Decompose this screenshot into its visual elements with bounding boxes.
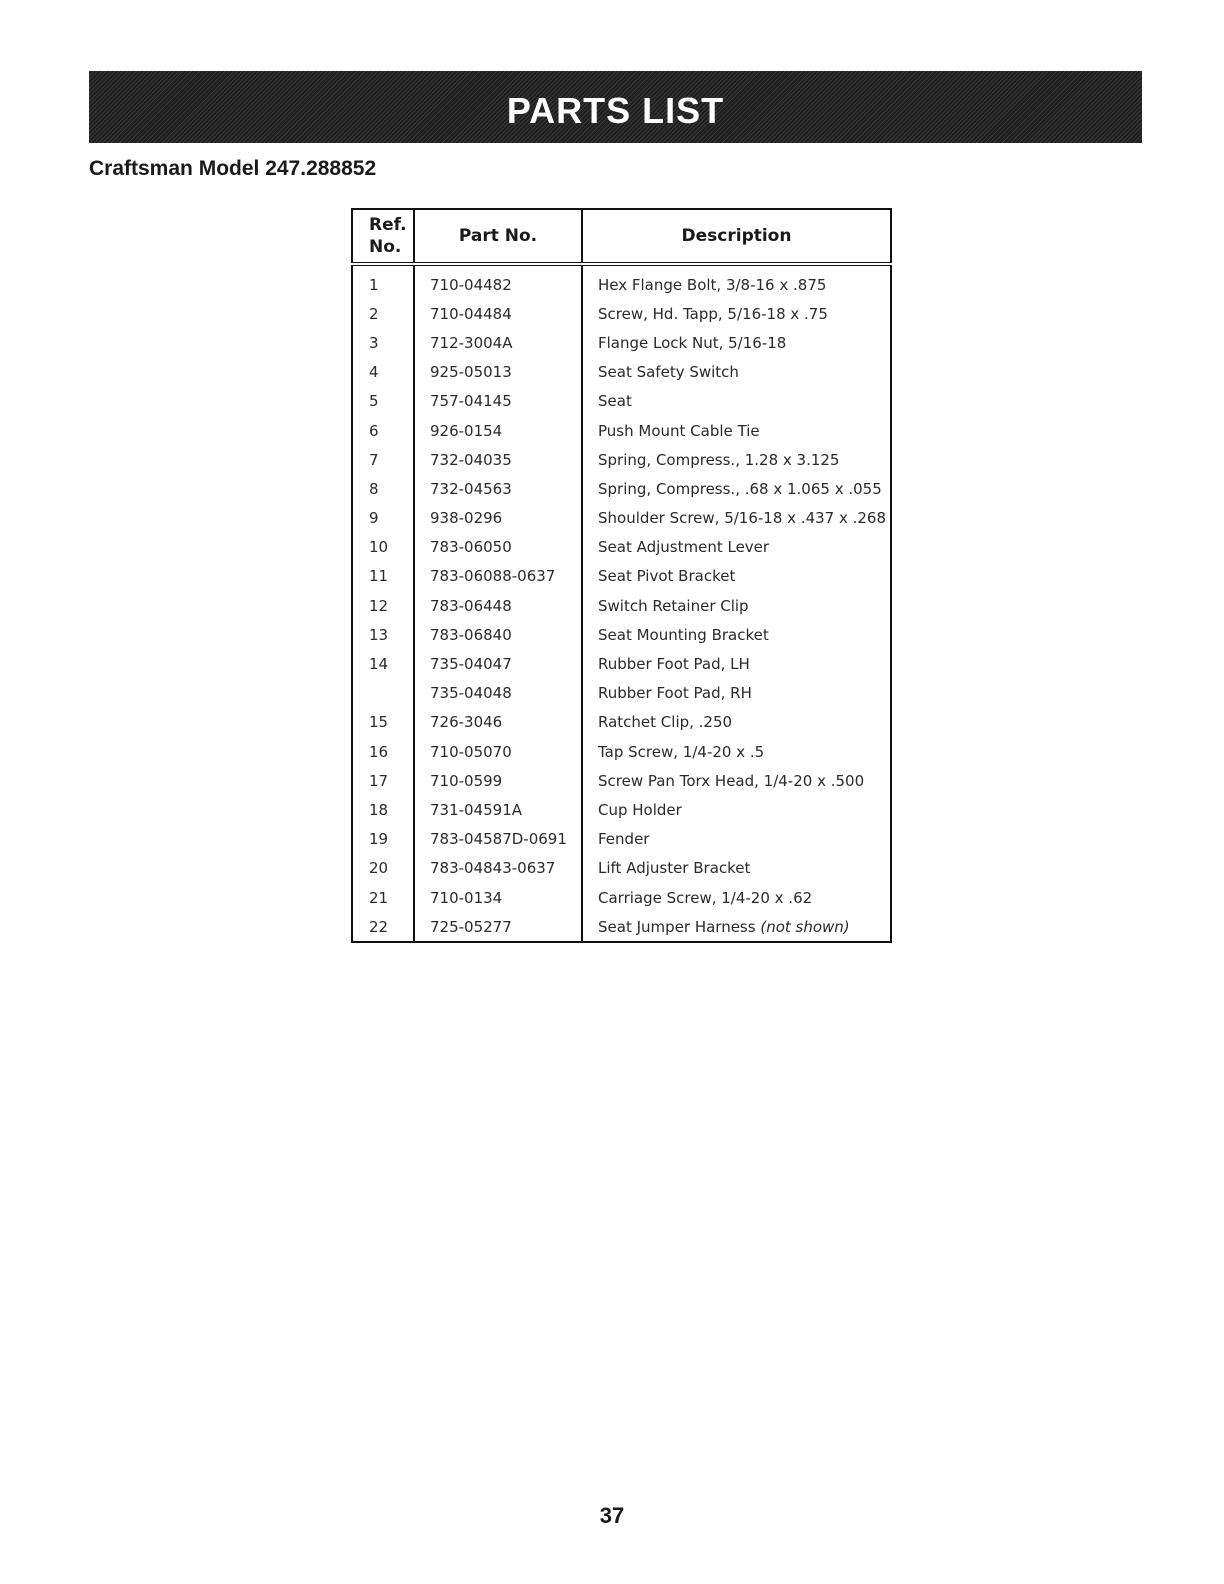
cell-ref-no: 17 <box>369 771 389 790</box>
cell-part-no: 783-06448 <box>414 591 582 620</box>
cell-description <box>582 358 891 387</box>
description-text: Push Mount Cable Tie <box>598 421 760 440</box>
table-row <box>352 474 891 503</box>
cell-ref-no: 15 <box>369 713 389 732</box>
parts-list-banner <box>89 71 1142 143</box>
description-text: Spring, Compress., .68 x 1.065 x .055 <box>598 479 882 498</box>
description-text: Seat Adjustment Lever <box>598 538 770 557</box>
description-text: Rubber Foot Pad, LH <box>598 655 750 674</box>
cell-part-no: 710-0134 <box>414 883 582 912</box>
cell-description <box>582 649 891 678</box>
table-row <box>352 328 891 357</box>
table-row <box>352 416 891 445</box>
cell-part-no: 783-04587D-0691 <box>414 825 582 854</box>
description-text: Seat <box>598 392 632 411</box>
cell-ref-no: 12 <box>369 596 389 615</box>
cell-part-no: 732-04563 <box>414 474 582 503</box>
cell-ref-no: 4 <box>369 363 379 382</box>
cell-ref-no: 13 <box>369 625 389 644</box>
header-description: Description <box>582 209 891 264</box>
cell-description <box>582 795 891 824</box>
table-row <box>352 533 891 562</box>
cell-description <box>582 620 891 649</box>
description-text: Hex Flange Bolt, 3/8-16 x .875 <box>598 275 827 294</box>
cell-description <box>582 504 891 533</box>
table-row <box>352 299 891 328</box>
table-row <box>352 766 891 795</box>
model-heading: Craftsman Model 247.288852 <box>89 157 377 180</box>
table-row <box>352 708 891 737</box>
table-header-row <box>352 209 891 264</box>
table-row <box>352 649 891 678</box>
cell-part-no: 712-3004A <box>414 328 582 357</box>
table-row <box>352 562 891 591</box>
cell-description <box>582 387 891 416</box>
cell-part-no: 710-04482 <box>414 264 582 299</box>
table-row <box>352 883 891 912</box>
cell-ref-no: 6 <box>369 421 379 440</box>
table-row <box>352 445 891 474</box>
header-ref-no <box>352 209 414 264</box>
cell-ref-no: 1 <box>369 275 379 294</box>
cell-ref-no: 3 <box>369 333 379 352</box>
cell-part-no: 783-06050 <box>414 533 582 562</box>
cell-part-no: 783-06088-0637 <box>414 562 582 591</box>
table-row <box>352 387 891 416</box>
description-text: Switch Retainer Clip <box>598 596 749 615</box>
cell-description <box>582 883 891 912</box>
cell-description <box>582 591 891 620</box>
cell-ref-no: 16 <box>369 742 389 761</box>
header-ref-line1: Ref. <box>369 215 407 235</box>
cell-ref-no: 5 <box>369 392 379 411</box>
description-note: (not shown) <box>760 917 850 936</box>
banner-title: PARTS LIST <box>506 90 725 131</box>
cell-ref-no: 9 <box>369 509 379 528</box>
cell-description <box>582 766 891 795</box>
cell-description <box>582 825 891 854</box>
cell-ref-no: 22 <box>369 917 389 936</box>
description-text: Screw Pan Torx Head, 1/4-20 x .500 <box>598 771 865 790</box>
cell-description <box>582 708 891 737</box>
cell-description <box>582 562 891 591</box>
cell-part-no: 731-04591A <box>414 795 582 824</box>
cell-part-no: 735-04047 <box>414 649 582 678</box>
cell-ref-no: 8 <box>369 479 379 498</box>
parts-table-body <box>352 264 891 942</box>
cell-ref-no: 10 <box>369 538 389 557</box>
header-part-no: Part No. <box>414 209 582 264</box>
description-text: Lift Adjuster Bracket <box>598 859 751 878</box>
cell-description <box>582 679 891 708</box>
table-row <box>352 679 891 708</box>
cell-part-no: 710-0599 <box>414 766 582 795</box>
table-row <box>352 854 891 883</box>
cell-part-no: 757-04145 <box>414 387 582 416</box>
cell-ref-no: 14 <box>369 655 389 674</box>
cell-description <box>582 533 891 562</box>
cell-description <box>582 299 891 328</box>
description-text: Flange Lock Nut, 5/16-18 <box>598 333 787 352</box>
cell-description <box>582 445 891 474</box>
description-text: Seat Jumper Harness <box>598 917 756 936</box>
description-text: Seat Pivot Bracket <box>598 567 736 586</box>
description-text: Screw, Hd. Tapp, 5/16-18 x .75 <box>598 304 828 323</box>
cell-description <box>582 912 891 942</box>
description-text: Seat Safety Switch <box>598 363 739 382</box>
cell-part-no: 710-04484 <box>414 299 582 328</box>
cell-part-no: 925-05013 <box>414 358 582 387</box>
cell-part-no: 938-0296 <box>414 504 582 533</box>
description-text: Fender <box>598 830 650 849</box>
description-text: Carriage Screw, 1/4-20 x .62 <box>598 888 813 907</box>
cell-ref-no: 18 <box>369 800 389 819</box>
description-text: Shoulder Screw, 5/16-18 x .437 x .268 <box>598 509 887 528</box>
cell-description <box>582 264 891 299</box>
table-row <box>352 825 891 854</box>
cell-description <box>582 737 891 766</box>
cell-ref-no: 11 <box>369 567 389 586</box>
table-row <box>352 620 891 649</box>
cell-part-no: 726-3046 <box>414 708 582 737</box>
page-number: 37 <box>599 1503 625 1528</box>
description-text: Ratchet Clip, .250 <box>598 713 733 732</box>
description-text: Seat Mounting Bracket <box>598 625 769 644</box>
cell-part-no: 732-04035 <box>414 445 582 474</box>
table-row <box>352 737 891 766</box>
cell-part-no: 926-0154 <box>414 416 582 445</box>
cell-part-no: 783-04843-0637 <box>414 854 582 883</box>
cell-part-no: 783-06840 <box>414 620 582 649</box>
cell-part-no: 710-05070 <box>414 737 582 766</box>
cell-description <box>582 474 891 503</box>
cell-ref-no <box>352 679 414 708</box>
description-text: Rubber Foot Pad, RH <box>598 684 752 703</box>
description-text: Spring, Compress., 1.28 x 3.125 <box>598 450 840 469</box>
cell-description <box>582 328 891 357</box>
description-text: Tap Screw, 1/4-20 x .5 <box>598 742 765 761</box>
parts-table <box>351 208 892 943</box>
cell-part-no: 735-04048 <box>414 679 582 708</box>
cell-ref-no: 7 <box>369 450 379 469</box>
cell-ref-no: 19 <box>369 830 389 849</box>
cell-description <box>582 854 891 883</box>
header-ref-line2: No. <box>369 237 402 257</box>
table-row <box>352 912 891 942</box>
table-row <box>352 591 891 620</box>
cell-ref-no: 21 <box>369 888 389 907</box>
table-row <box>352 504 891 533</box>
description-text: Cup Holder <box>598 800 682 819</box>
table-row <box>352 264 891 299</box>
cell-ref-no: 20 <box>369 859 389 878</box>
table-row <box>352 795 891 824</box>
cell-ref-no: 2 <box>369 304 379 323</box>
table-row <box>352 358 891 387</box>
cell-part-no: 725-05277 <box>414 912 582 942</box>
cell-description <box>582 416 891 445</box>
